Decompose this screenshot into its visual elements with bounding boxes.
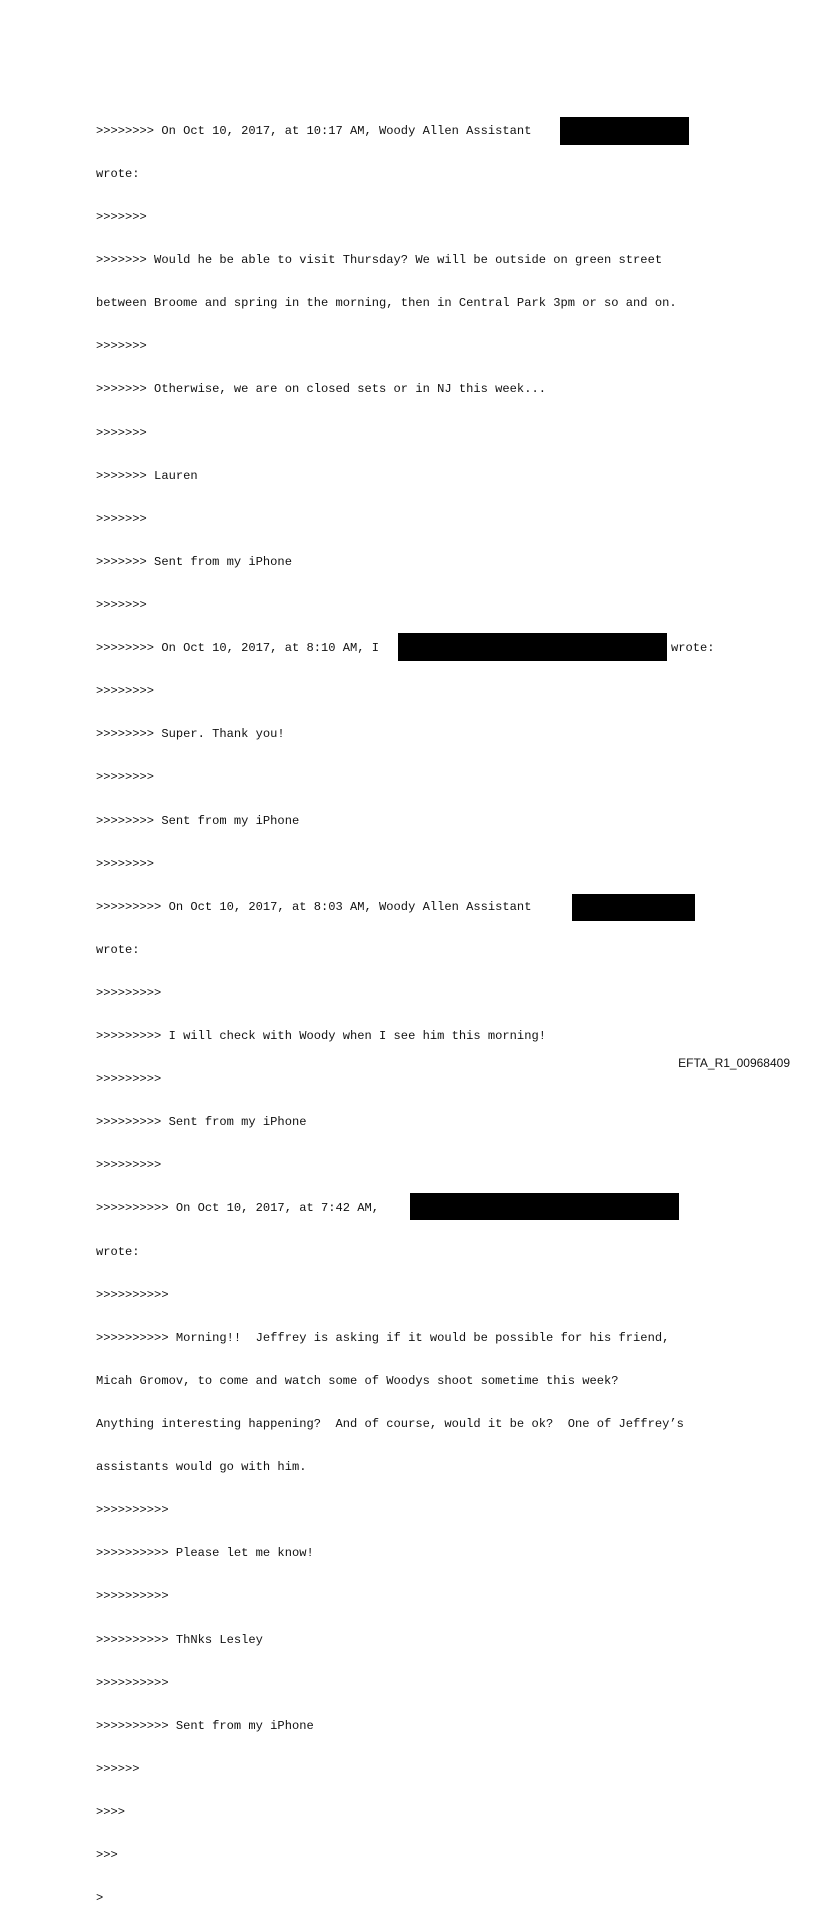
email-line: >>>>>>>>>> On Oct 10, 2017, at 7:42 AM, <box>96 1201 736 1215</box>
redaction-block <box>398 633 667 661</box>
email-line: >>> <box>96 1848 118 1863</box>
email-line: >>>>>>>>> <box>96 1072 162 1087</box>
wrote-label: wrote: <box>671 641 715 656</box>
email-line: >>>>>>> Lauren <box>96 468 198 483</box>
email-line: >>>>>>> <box>96 425 147 440</box>
email-line: >>>>>>>> <box>96 684 155 699</box>
email-line: >>>>>>> <box>96 597 147 612</box>
redaction-block <box>410 1193 679 1220</box>
email-line: >>>>>>>> <box>96 770 155 785</box>
email-line: >>>>>>> Sent from my iPhone <box>96 554 292 569</box>
email-line: >>>>>>> Otherwise, we are on closed sets or in NJ this week... <box>96 382 546 397</box>
email-line: >>>>>>>>> <box>96 985 162 1000</box>
email-line: Anything interesting happening? And of course, would it be ok? One of Jeffrey’s <box>96 1417 684 1432</box>
email-line: between Broome and spring in the morning, then in Central Park 3pm or so and on. <box>96 296 677 311</box>
email-line: assistants would go with him. <box>96 1460 307 1475</box>
redaction-block <box>560 117 689 145</box>
email-line: >>>>>>> Would he be able to visit Thursday? We will be outside on green street <box>96 253 663 268</box>
email-line: >>>>>>> <box>96 209 147 224</box>
email-line: >>>>>>> <box>96 511 147 526</box>
email-line: >>>>>>>> <box>96 856 155 871</box>
email-line: >>>>>>>>>> Sent from my iPhone <box>96 1718 314 1733</box>
email-line: >>>>>>>>> On Oct 10, 2017, at 8:03 AM, Woody Allen Assistant <box>96 900 736 914</box>
email-line: > <box>96 1891 104 1906</box>
email-line: >>>>>>>>>> <box>96 1589 169 1604</box>
email-line: >>>>>>>>>> <box>96 1287 169 1302</box>
email-line: >>>>>>>>>> <box>96 1675 169 1690</box>
email-line: >>>>>> <box>96 1761 140 1776</box>
email-line: >>>>>>>>> I will check with Woody when I see him this morning! <box>96 1029 546 1044</box>
email-body <box>96 95 736 1920</box>
email-line: >>>>>>>>>> ThNks Lesley <box>96 1632 263 1647</box>
document-id: EFTA_R1_00968409 <box>678 1056 790 1070</box>
email-line: >>>>>>>>>> <box>96 1503 169 1518</box>
email-line: >>>>>>>>>> Morning!! Jeffrey is asking if it would be possible for his friend, <box>96 1330 670 1345</box>
email-line: Micah Gromov, to come and watch some of Woodys shoot sometime this week? <box>96 1373 619 1388</box>
email-line: >>>>>>>>> Sent from my iPhone <box>96 1115 307 1130</box>
email-line: wrote: <box>96 942 140 957</box>
email-line: >>>>>>>> Super. Thank you! <box>96 727 285 742</box>
email-line: >>>>>>>> On Oct 10, 2017, at 8:10 AM, I wrote: <box>96 641 736 655</box>
email-line: >>>>>>>>> <box>96 1158 162 1173</box>
email-line: >>>> <box>96 1805 126 1820</box>
email-line: >>>>>>>> Sent from my iPhone <box>96 813 300 828</box>
email-line: >>>>>>>>>> Please let me know! <box>96 1546 314 1561</box>
email-line: >>>>>>>> On Oct 10, 2017, at 10:17 AM, Woody Allen Assistant <box>96 124 736 138</box>
redaction-block <box>572 894 695 921</box>
email-line: >>>>>>> <box>96 339 147 354</box>
email-line: wrote: <box>96 166 140 181</box>
email-line: wrote: <box>96 1244 140 1259</box>
